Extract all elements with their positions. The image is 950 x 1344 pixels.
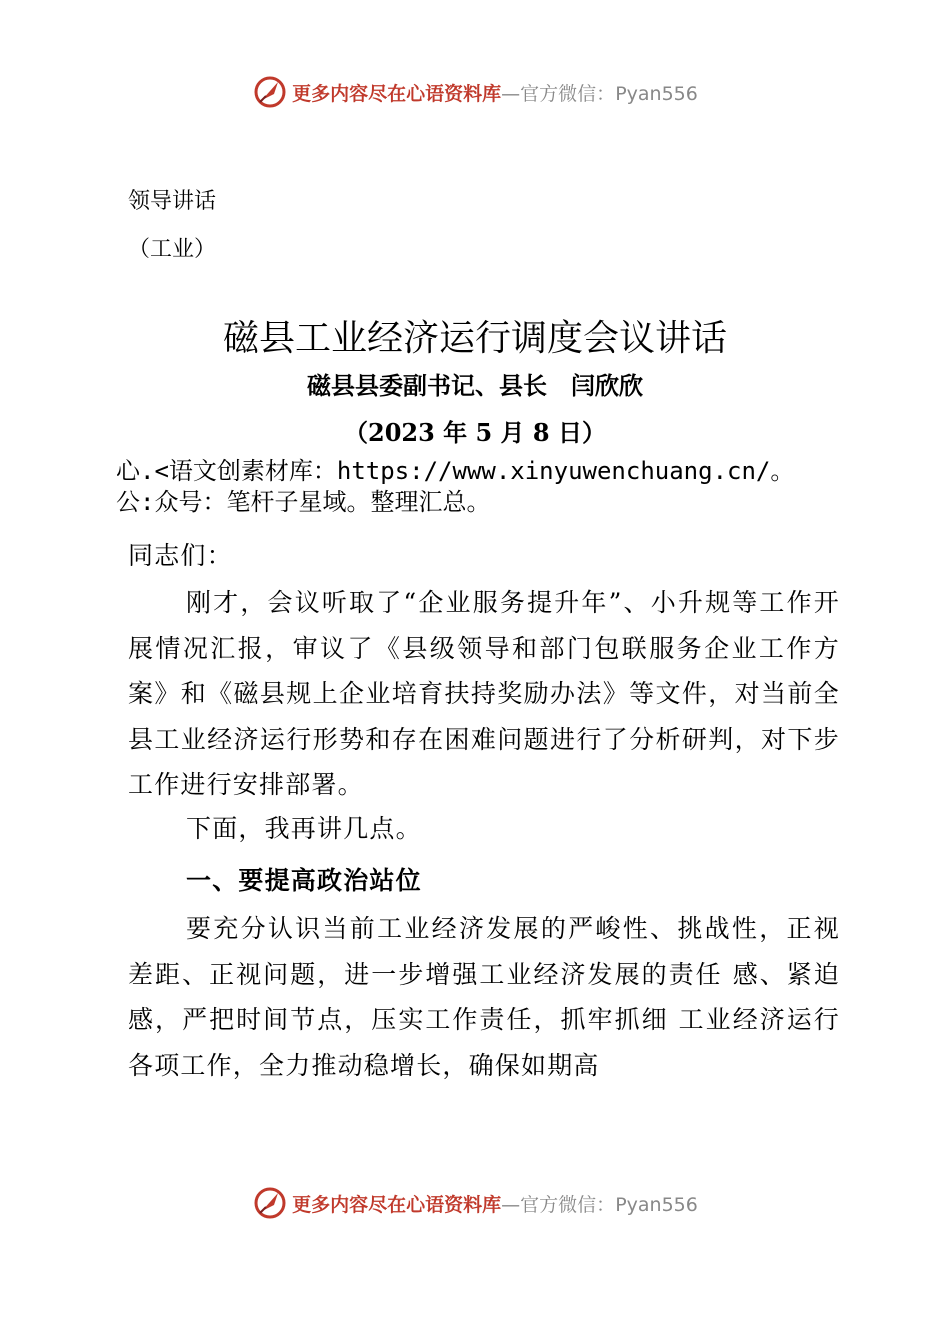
paragraph-3: 要充分认识当前工业经济发展的严峻性、挑战性，正视差距、正视问题，进一步增强工业经济发展的责任 感、紧迫感，严把时间节点，压实工作责任，抓牢抓细 工业经济运行各项工作，全力推动稳增长，确保如期高 — [128, 914, 840, 1080]
greeting: 同志们： — [128, 541, 233, 570]
banner-red-text: 更多内容尽在心语资料库 — [292, 82, 502, 105]
quill-pen-logo-icon — [252, 1185, 288, 1221]
doc-subcategory: （工业） — [128, 237, 217, 262]
banner-text — [292, 79, 698, 106]
banner-grey-text: —官方微信： — [501, 82, 616, 105]
banner-wechat-id: Pyan556 — [615, 82, 698, 105]
footer-banner — [0, 1183, 950, 1223]
doc-title: 磁县工业经济运行调度会议讲话 — [222, 318, 727, 359]
quill-pen-logo-icon — [252, 74, 288, 110]
section-heading-1: 一、要提高政治站位 — [186, 866, 422, 895]
doc-author: 磁县县委副书记、县长 闫欣欣 — [307, 371, 643, 400]
paragraph-1: 刚才，会议听取了“企业服务提升年”、小升规等工作开展情况汇报，审议了《县级领导和部门包联服务企业工作方案》和《磁县规上企业培育扶持奖励办法》等文件，对当前全县工业经济运行形势和存在困难问题进行了分析研判，对下步工作进行安排部署。 — [128, 588, 840, 799]
doc-date: （2023 年 5 月 8 日） — [344, 418, 606, 447]
doc-category: 领导讲话 — [128, 189, 217, 214]
source-note-website: 心.<语文创素材库：https://www.xinyuwenchuang.cn/。 — [116, 457, 795, 485]
banner-red-text: 更多内容尽在心语资料库 — [292, 1193, 502, 1216]
banner-wechat-id: Pyan556 — [615, 1193, 698, 1216]
paragraph-2: 下面，我再讲几点。 — [186, 814, 422, 843]
banner-grey-text: —官方微信： — [501, 1193, 616, 1216]
banner-text — [292, 1190, 698, 1217]
source-note-account: 公:众号：笔杆子星域。整理汇总。 — [116, 488, 491, 516]
header-banner — [0, 72, 950, 112]
